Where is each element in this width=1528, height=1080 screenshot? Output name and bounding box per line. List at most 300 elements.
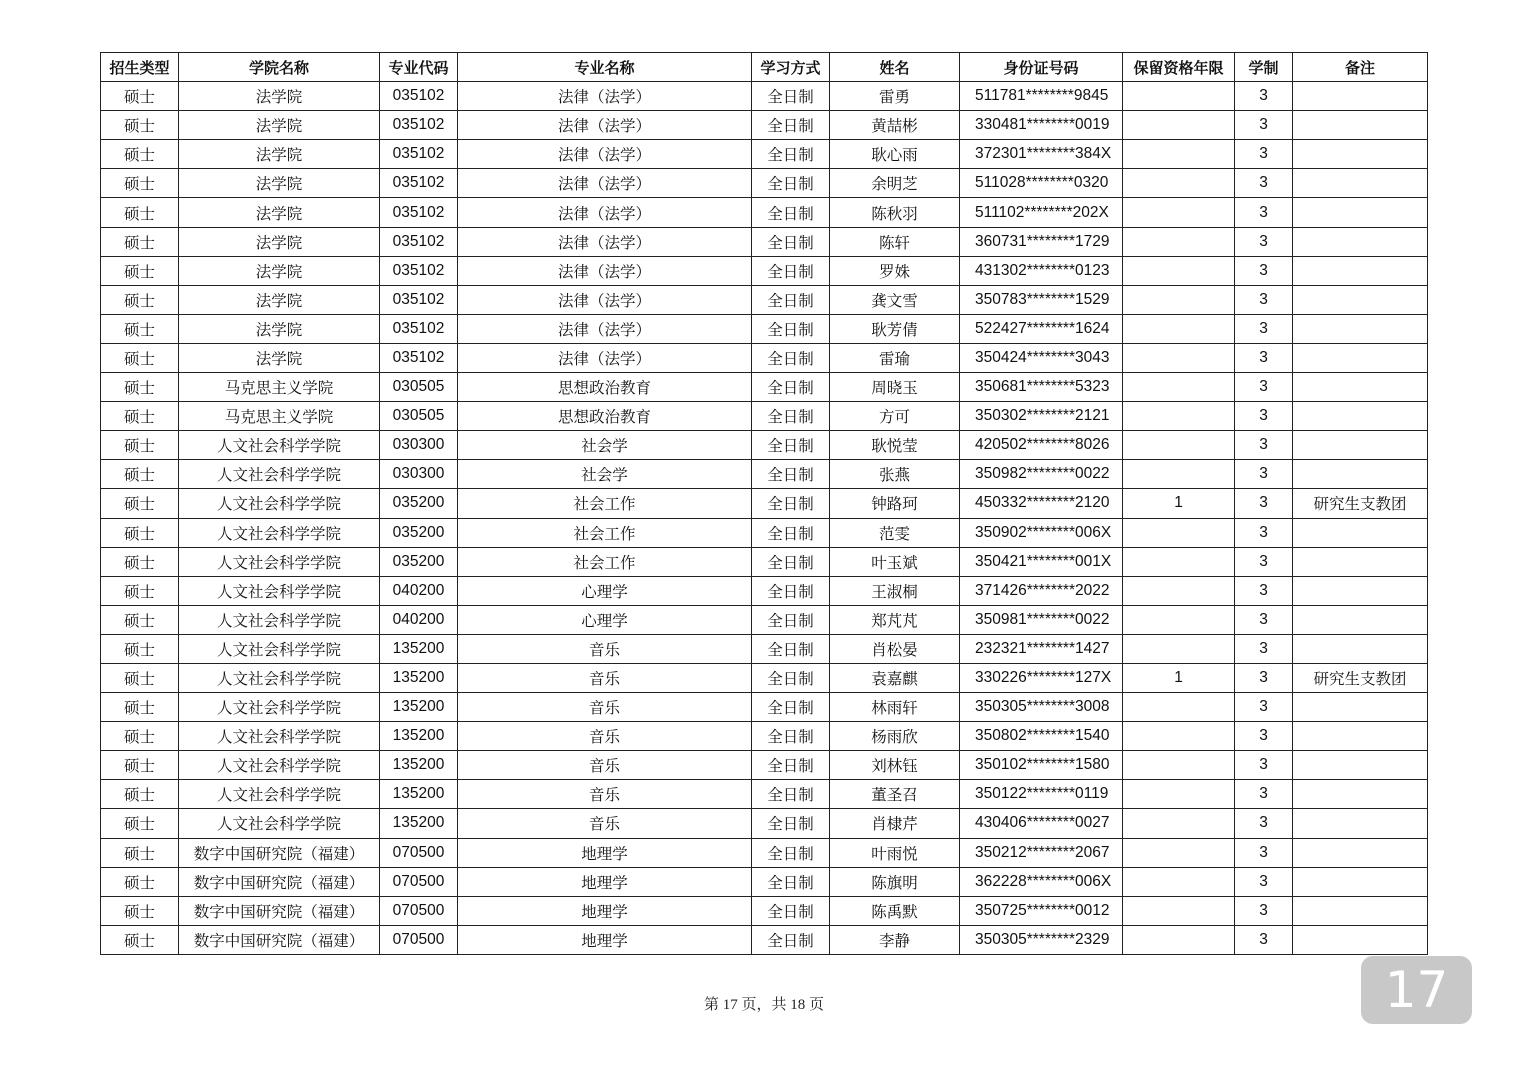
cell-major-name: 音乐 <box>458 780 752 809</box>
cell-college-name: 人文社会科学学院 <box>179 663 380 692</box>
cell-college-name: 人文社会科学学院 <box>179 780 380 809</box>
cell-major-name: 社会工作 <box>458 489 752 518</box>
cell-enrollment-type: 硕士 <box>101 751 179 780</box>
table-body <box>101 82 1428 955</box>
cell-major-name: 音乐 <box>458 722 752 751</box>
cell-id-number: 511028********0320 <box>960 169 1123 198</box>
cell-major-name: 法律（法学） <box>458 256 752 285</box>
cell-major-code: 070500 <box>380 867 458 896</box>
cell-major-code: 135200 <box>380 663 458 692</box>
cell-id-number: 430406********0027 <box>960 809 1123 838</box>
cell-college-name: 人文社会科学学院 <box>179 751 380 780</box>
cell-remarks <box>1293 722 1428 751</box>
table-row <box>101 82 1428 111</box>
table-row <box>101 431 1428 460</box>
cell-reservation-years <box>1123 605 1235 634</box>
cell-reservation-years <box>1123 169 1235 198</box>
cell-program-length: 3 <box>1235 809 1293 838</box>
cell-program-length: 3 <box>1235 751 1293 780</box>
cell-major-name: 法律（法学） <box>458 169 752 198</box>
table-row <box>101 867 1428 896</box>
cell-study-mode: 全日制 <box>752 198 830 227</box>
table-row <box>101 169 1428 198</box>
cell-major-name: 法律（法学） <box>458 343 752 372</box>
cell-remarks <box>1293 431 1428 460</box>
cell-remarks <box>1293 82 1428 111</box>
cell-remarks <box>1293 896 1428 925</box>
cell-study-mode: 全日制 <box>752 373 830 402</box>
cell-remarks <box>1293 314 1428 343</box>
cell-program-length: 3 <box>1235 547 1293 576</box>
cell-id-number: 362228********006X <box>960 867 1123 896</box>
cell-study-mode: 全日制 <box>752 82 830 111</box>
cell-college-name: 数字中国研究院（福建） <box>179 925 380 954</box>
cell-study-mode: 全日制 <box>752 693 830 722</box>
cell-reservation-years <box>1123 256 1235 285</box>
cell-program-length: 3 <box>1235 605 1293 634</box>
cell-id-number: 450332********2120 <box>960 489 1123 518</box>
cell-enrollment-type: 硕士 <box>101 489 179 518</box>
cell-program-length: 3 <box>1235 838 1293 867</box>
cell-major-code: 035200 <box>380 489 458 518</box>
cell-student-name: 周晓玉 <box>830 373 960 402</box>
cell-major-name: 社会学 <box>458 460 752 489</box>
cell-major-name: 音乐 <box>458 751 752 780</box>
cell-program-length: 3 <box>1235 402 1293 431</box>
cell-id-number: 350302********2121 <box>960 402 1123 431</box>
cell-enrollment-type: 硕士 <box>101 867 179 896</box>
cell-college-name: 人文社会科学学院 <box>179 693 380 722</box>
cell-study-mode: 全日制 <box>752 285 830 314</box>
table-row <box>101 663 1428 692</box>
cell-major-name: 音乐 <box>458 809 752 838</box>
cell-reservation-years <box>1123 634 1235 663</box>
table-row <box>101 634 1428 663</box>
column-header-reservation-years: 保留资格年限 <box>1123 53 1235 82</box>
cell-reservation-years <box>1123 431 1235 460</box>
cell-major-name: 法律（法学） <box>458 227 752 256</box>
cell-enrollment-type: 硕士 <box>101 663 179 692</box>
cell-program-length: 3 <box>1235 663 1293 692</box>
cell-reservation-years <box>1123 314 1235 343</box>
cell-remarks <box>1293 925 1428 954</box>
cell-student-name: 耿悦莹 <box>830 431 960 460</box>
cell-enrollment-type: 硕士 <box>101 780 179 809</box>
cell-major-code: 030300 <box>380 460 458 489</box>
cell-reservation-years <box>1123 343 1235 372</box>
cell-id-number: 350681********5323 <box>960 373 1123 402</box>
page-footer: 第 17 页，共 18 页 <box>703 997 824 1013</box>
cell-major-name: 音乐 <box>458 634 752 663</box>
cell-college-name: 法学院 <box>179 314 380 343</box>
cell-student-name: 袁嘉麒 <box>830 663 960 692</box>
cell-id-number: 350783********1529 <box>960 285 1123 314</box>
cell-study-mode: 全日制 <box>752 605 830 634</box>
cell-id-number: 350424********3043 <box>960 343 1123 372</box>
cell-remarks <box>1293 343 1428 372</box>
cell-student-name: 王淑桐 <box>830 576 960 605</box>
cell-enrollment-type: 硕士 <box>101 722 179 751</box>
cell-remarks: 研究生支教团 <box>1293 489 1428 518</box>
admission-table <box>100 52 1428 955</box>
cell-enrollment-type: 硕士 <box>101 838 179 867</box>
cell-student-name: 张燕 <box>830 460 960 489</box>
cell-reservation-years <box>1123 460 1235 489</box>
cell-reservation-years <box>1123 547 1235 576</box>
cell-student-name: 雷勇 <box>830 82 960 111</box>
cell-enrollment-type: 硕士 <box>101 809 179 838</box>
cell-reservation-years <box>1123 82 1235 111</box>
cell-major-name: 思想政治教育 <box>458 373 752 402</box>
cell-major-code: 035200 <box>380 547 458 576</box>
cell-college-name: 人文社会科学学院 <box>179 431 380 460</box>
cell-enrollment-type: 硕士 <box>101 314 179 343</box>
cell-enrollment-type: 硕士 <box>101 896 179 925</box>
column-header-major-name: 专业名称 <box>458 53 752 82</box>
cell-college-name: 人文社会科学学院 <box>179 489 380 518</box>
cell-college-name: 人文社会科学学院 <box>179 634 380 663</box>
cell-id-number: 350725********0012 <box>960 896 1123 925</box>
cell-reservation-years <box>1123 896 1235 925</box>
cell-college-name: 法学院 <box>179 198 380 227</box>
cell-major-code: 040200 <box>380 576 458 605</box>
cell-college-name: 法学院 <box>179 256 380 285</box>
cell-program-length: 3 <box>1235 518 1293 547</box>
cell-major-name: 法律（法学） <box>458 285 752 314</box>
table-row <box>101 780 1428 809</box>
cell-enrollment-type: 硕士 <box>101 227 179 256</box>
cell-major-code: 070500 <box>380 838 458 867</box>
cell-college-name: 人文社会科学学院 <box>179 605 380 634</box>
cell-enrollment-type: 硕士 <box>101 256 179 285</box>
table-row <box>101 809 1428 838</box>
cell-enrollment-type: 硕士 <box>101 634 179 663</box>
cell-major-code: 035102 <box>380 256 458 285</box>
cell-remarks <box>1293 605 1428 634</box>
cell-study-mode: 全日制 <box>752 722 830 751</box>
cell-reservation-years <box>1123 576 1235 605</box>
cell-reservation-years <box>1123 751 1235 780</box>
cell-student-name: 叶玉斌 <box>830 547 960 576</box>
table-row <box>101 722 1428 751</box>
cell-enrollment-type: 硕士 <box>101 169 179 198</box>
cell-reservation-years <box>1123 780 1235 809</box>
cell-remarks <box>1293 634 1428 663</box>
cell-reservation-years <box>1123 227 1235 256</box>
cell-program-length: 3 <box>1235 489 1293 518</box>
cell-major-code: 035102 <box>380 314 458 343</box>
cell-study-mode: 全日制 <box>752 634 830 663</box>
cell-student-name: 刘林钰 <box>830 751 960 780</box>
column-header-student-name: 姓名 <box>830 53 960 82</box>
cell-college-name: 人文社会科学学院 <box>179 460 380 489</box>
table-row <box>101 314 1428 343</box>
cell-student-name: 叶雨悦 <box>830 838 960 867</box>
table-row <box>101 838 1428 867</box>
cell-major-name: 心理学 <box>458 576 752 605</box>
cell-reservation-years <box>1123 402 1235 431</box>
cell-remarks <box>1293 867 1428 896</box>
cell-study-mode: 全日制 <box>752 838 830 867</box>
cell-major-code: 035102 <box>380 285 458 314</box>
cell-reservation-years: 1 <box>1123 489 1235 518</box>
cell-reservation-years <box>1123 111 1235 140</box>
cell-program-length: 3 <box>1235 169 1293 198</box>
column-header-major-code: 专业代码 <box>380 53 458 82</box>
table-header-row <box>101 53 1428 82</box>
cell-major-code: 035102 <box>380 227 458 256</box>
cell-major-name: 地理学 <box>458 838 752 867</box>
cell-program-length: 3 <box>1235 634 1293 663</box>
cell-study-mode: 全日制 <box>752 111 830 140</box>
cell-remarks <box>1293 751 1428 780</box>
table-row <box>101 576 1428 605</box>
cell-college-name: 马克思主义学院 <box>179 373 380 402</box>
table-row <box>101 198 1428 227</box>
cell-program-length: 3 <box>1235 373 1293 402</box>
cell-program-length: 3 <box>1235 896 1293 925</box>
column-header-id-number: 身份证号码 <box>960 53 1123 82</box>
table-row <box>101 547 1428 576</box>
cell-remarks <box>1293 518 1428 547</box>
cell-enrollment-type: 硕士 <box>101 547 179 576</box>
table-row <box>101 111 1428 140</box>
cell-program-length: 3 <box>1235 198 1293 227</box>
cell-program-length: 3 <box>1235 722 1293 751</box>
cell-student-name: 耿心雨 <box>830 140 960 169</box>
cell-enrollment-type: 硕士 <box>101 925 179 954</box>
cell-reservation-years <box>1123 838 1235 867</box>
cell-reservation-years <box>1123 693 1235 722</box>
cell-study-mode: 全日制 <box>752 314 830 343</box>
cell-student-name: 肖棣芹 <box>830 809 960 838</box>
cell-college-name: 人文社会科学学院 <box>179 518 380 547</box>
cell-remarks: 研究生支教团 <box>1293 663 1428 692</box>
cell-student-name: 郑芃芃 <box>830 605 960 634</box>
table-row <box>101 925 1428 954</box>
cell-major-name: 思想政治教育 <box>458 402 752 431</box>
column-header-remarks: 备注 <box>1293 53 1428 82</box>
cell-program-length: 3 <box>1235 256 1293 285</box>
cell-id-number: 360731********1729 <box>960 227 1123 256</box>
cell-study-mode: 全日制 <box>752 751 830 780</box>
cell-remarks <box>1293 169 1428 198</box>
cell-major-code: 035102 <box>380 82 458 111</box>
cell-student-name: 黄喆彬 <box>830 111 960 140</box>
cell-id-number: 350122********0119 <box>960 780 1123 809</box>
cell-major-name: 地理学 <box>458 896 752 925</box>
cell-major-name: 社会工作 <box>458 518 752 547</box>
cell-student-name: 钟路珂 <box>830 489 960 518</box>
cell-reservation-years <box>1123 518 1235 547</box>
cell-id-number: 371426********2022 <box>960 576 1123 605</box>
table-row <box>101 460 1428 489</box>
cell-remarks <box>1293 547 1428 576</box>
cell-id-number: 330226********127X <box>960 663 1123 692</box>
cell-college-name: 人文社会科学学院 <box>179 576 380 605</box>
cell-student-name: 陈禹默 <box>830 896 960 925</box>
cell-remarks <box>1293 140 1428 169</box>
cell-major-name: 法律（法学） <box>458 111 752 140</box>
cell-major-code: 035102 <box>380 140 458 169</box>
cell-study-mode: 全日制 <box>752 227 830 256</box>
cell-major-code: 135200 <box>380 780 458 809</box>
cell-student-name: 方可 <box>830 402 960 431</box>
cell-major-code: 035102 <box>380 343 458 372</box>
cell-major-code: 030300 <box>380 431 458 460</box>
table-row <box>101 373 1428 402</box>
cell-program-length: 3 <box>1235 82 1293 111</box>
table-row <box>101 256 1428 285</box>
cell-reservation-years <box>1123 140 1235 169</box>
cell-program-length: 3 <box>1235 343 1293 372</box>
cell-major-name: 法律（法学） <box>458 82 752 111</box>
cell-study-mode: 全日制 <box>752 518 830 547</box>
cell-program-length: 3 <box>1235 576 1293 605</box>
cell-remarks <box>1293 227 1428 256</box>
cell-enrollment-type: 硕士 <box>101 576 179 605</box>
table-row <box>101 693 1428 722</box>
cell-student-name: 范雯 <box>830 518 960 547</box>
cell-reservation-years <box>1123 722 1235 751</box>
cell-study-mode: 全日制 <box>752 169 830 198</box>
cell-id-number: 420502********8026 <box>960 431 1123 460</box>
cell-enrollment-type: 硕士 <box>101 431 179 460</box>
cell-enrollment-type: 硕士 <box>101 82 179 111</box>
table-row <box>101 518 1428 547</box>
cell-program-length: 3 <box>1235 227 1293 256</box>
cell-college-name: 数字中国研究院（福建） <box>179 896 380 925</box>
cell-id-number: 522427********1624 <box>960 314 1123 343</box>
cell-program-length: 3 <box>1235 460 1293 489</box>
cell-major-code: 070500 <box>380 896 458 925</box>
cell-reservation-years <box>1123 925 1235 954</box>
table-row <box>101 402 1428 431</box>
cell-college-name: 马克思主义学院 <box>179 402 380 431</box>
cell-student-name: 龚文雪 <box>830 285 960 314</box>
cell-study-mode: 全日制 <box>752 925 830 954</box>
cell-college-name: 数字中国研究院（福建） <box>179 838 380 867</box>
cell-college-name: 法学院 <box>179 140 380 169</box>
cell-major-name: 法律（法学） <box>458 314 752 343</box>
cell-major-name: 地理学 <box>458 867 752 896</box>
cell-enrollment-type: 硕士 <box>101 285 179 314</box>
cell-id-number: 350982********0022 <box>960 460 1123 489</box>
cell-program-length: 3 <box>1235 780 1293 809</box>
column-header-enrollment-type: 招生类型 <box>101 53 179 82</box>
cell-student-name: 耿芳倩 <box>830 314 960 343</box>
cell-college-name: 数字中国研究院（福建） <box>179 867 380 896</box>
cell-major-code: 135200 <box>380 722 458 751</box>
cell-remarks <box>1293 809 1428 838</box>
table-row <box>101 605 1428 634</box>
cell-major-name: 社会工作 <box>458 547 752 576</box>
cell-college-name: 人文社会科学学院 <box>179 722 380 751</box>
cell-remarks <box>1293 460 1428 489</box>
cell-program-length: 3 <box>1235 140 1293 169</box>
cell-program-length: 3 <box>1235 925 1293 954</box>
cell-student-name: 陈旗明 <box>830 867 960 896</box>
table-row <box>101 896 1428 925</box>
cell-remarks <box>1293 838 1428 867</box>
cell-remarks <box>1293 256 1428 285</box>
cell-program-length: 3 <box>1235 111 1293 140</box>
cell-reservation-years <box>1123 373 1235 402</box>
cell-major-code: 035102 <box>380 169 458 198</box>
cell-college-name: 人文社会科学学院 <box>179 547 380 576</box>
cell-remarks <box>1293 198 1428 227</box>
cell-college-name: 人文社会科学学院 <box>179 809 380 838</box>
cell-student-name: 雷瑜 <box>830 343 960 372</box>
cell-study-mode: 全日制 <box>752 547 830 576</box>
cell-college-name: 法学院 <box>179 227 380 256</box>
cell-id-number: 372301********384X <box>960 140 1123 169</box>
cell-id-number: 511102********202X <box>960 198 1123 227</box>
table-row <box>101 140 1428 169</box>
cell-reservation-years: 1 <box>1123 663 1235 692</box>
cell-enrollment-type: 硕士 <box>101 693 179 722</box>
cell-enrollment-type: 硕士 <box>101 402 179 431</box>
cell-enrollment-type: 硕士 <box>101 111 179 140</box>
cell-id-number: 350305********2329 <box>960 925 1123 954</box>
cell-student-name: 陈秋羽 <box>830 198 960 227</box>
cell-remarks <box>1293 780 1428 809</box>
cell-id-number: 350981********0022 <box>960 605 1123 634</box>
cell-remarks <box>1293 285 1428 314</box>
cell-enrollment-type: 硕士 <box>101 198 179 227</box>
cell-student-name: 余明芝 <box>830 169 960 198</box>
cell-study-mode: 全日制 <box>752 431 830 460</box>
cell-major-code: 135200 <box>380 751 458 780</box>
cell-major-code: 035102 <box>380 198 458 227</box>
cell-program-length: 3 <box>1235 431 1293 460</box>
cell-major-name: 音乐 <box>458 693 752 722</box>
cell-id-number: 350305********3008 <box>960 693 1123 722</box>
cell-college-name: 法学院 <box>179 285 380 314</box>
cell-remarks <box>1293 576 1428 605</box>
cell-id-number: 350802********1540 <box>960 722 1123 751</box>
cell-college-name: 法学院 <box>179 111 380 140</box>
cell-student-name: 董圣召 <box>830 780 960 809</box>
cell-study-mode: 全日制 <box>752 256 830 285</box>
cell-enrollment-type: 硕士 <box>101 460 179 489</box>
cell-study-mode: 全日制 <box>752 140 830 169</box>
cell-reservation-years <box>1123 809 1235 838</box>
table-row <box>101 285 1428 314</box>
cell-study-mode: 全日制 <box>752 867 830 896</box>
cell-major-name: 法律（法学） <box>458 198 752 227</box>
cell-major-code: 035200 <box>380 518 458 547</box>
cell-college-name: 法学院 <box>179 82 380 111</box>
cell-program-length: 3 <box>1235 867 1293 896</box>
column-header-study-mode: 学习方式 <box>752 53 830 82</box>
cell-major-name: 法律（法学） <box>458 140 752 169</box>
cell-study-mode: 全日制 <box>752 402 830 431</box>
cell-major-name: 心理学 <box>458 605 752 634</box>
cell-enrollment-type: 硕士 <box>101 343 179 372</box>
cell-program-length: 3 <box>1235 314 1293 343</box>
cell-enrollment-type: 硕士 <box>101 518 179 547</box>
cell-program-length: 3 <box>1235 693 1293 722</box>
cell-reservation-years <box>1123 867 1235 896</box>
page-number-badge: 17 <box>1361 956 1472 1024</box>
cell-student-name: 罗姝 <box>830 256 960 285</box>
column-header-program-length: 学制 <box>1235 53 1293 82</box>
cell-major-code: 030505 <box>380 373 458 402</box>
cell-id-number: 431302********0123 <box>960 256 1123 285</box>
cell-study-mode: 全日制 <box>752 576 830 605</box>
cell-major-code: 030505 <box>380 402 458 431</box>
